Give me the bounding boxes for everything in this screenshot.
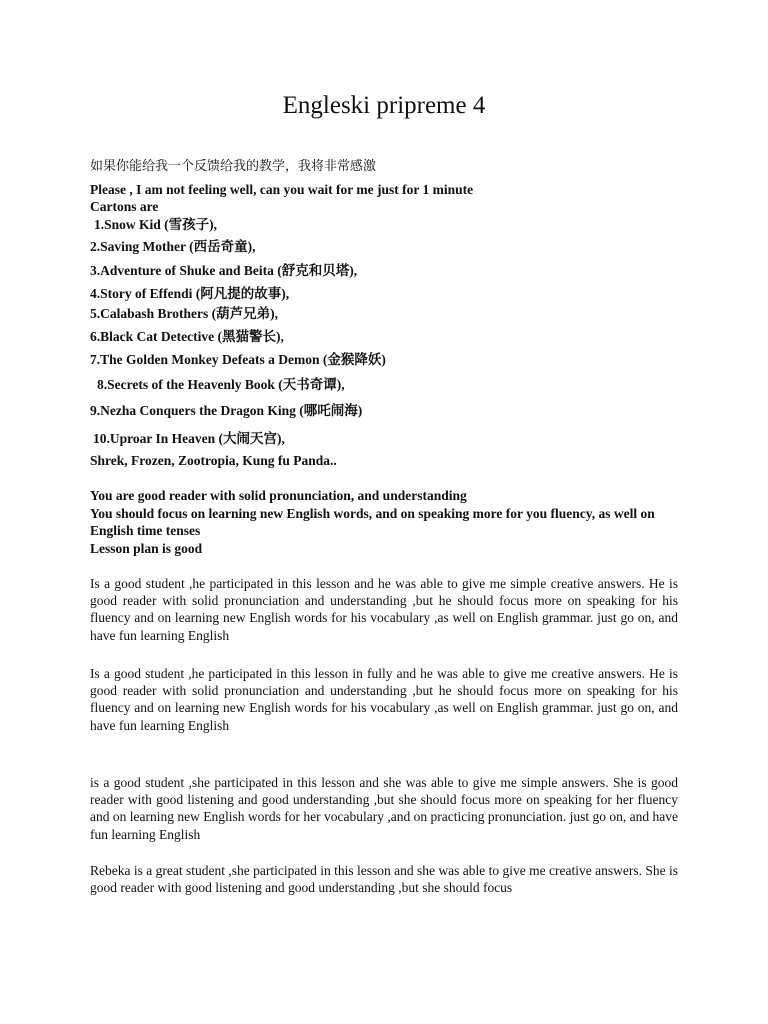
feedback-paragraph: Is a good student ,he participated in this lesson and he was able to give me simple creative answers. He is good reader with solid pronunciation and understanding ,but he should focus more on speaking for his fluency and on learning new English words for his vocabulary ,as well on English grammar. just go on, and have fun learning English: [90, 576, 678, 643]
summary-reading: You are good reader with solid pronunciation, and understanding: [90, 488, 467, 503]
cartoon-item: 1.Snow Kid (雪孩子),: [94, 217, 218, 232]
cartoon-item: 10.Uproar In Heaven (大闹天宫),: [93, 431, 285, 446]
feedback-paragraph: Is a good student ,he participated in this lesson in fully and he was able to give me creative answers. He is good reader with solid pronunciation and understanding ,but he should focus more on speaking for his fluency and on learning new English words for his vocabulary ,as well on English grammar. just go on, and have fun learning English: [90, 666, 678, 733]
cartoon-item: 9.Nezha Conquers the Dragon King (哪吒闹海): [90, 403, 363, 418]
cartoon-item: 5.Calabash Brothers (葫芦兄弟),: [90, 306, 279, 321]
feedback-paragraph: Rebeka is a great student ,she participated in this lesson and she was able to give me creative answers. She is good reader with good listening and good understanding ,but she should focus: [90, 863, 678, 896]
summary-lesson-plan: Lesson plan is good: [90, 540, 203, 556]
feedback-paragraph: is a good student ,she participated in this lesson and she was able to give me simple answers. She is good reader with good listening and good understanding ,but she should focus more on speaking for her fluency and on learning new English words for her vocabulary ,and on practicing pronunciation. just go on, and have fun learning English: [90, 775, 678, 842]
cartoon-item: 4.Story of Effendi (阿凡提的故事),: [90, 286, 290, 301]
cartoons-heading: Cartons are: [90, 199, 159, 214]
summary-focus: You should focus on learning new English words, and on speaking more for you fluency, as well on English time tenses: [90, 505, 655, 538]
other-cartoons-text: Shrek, Frozen, Zootropia, Kung fu Panda..: [90, 453, 337, 468]
cartoon-item: 8.Secrets of the Heavenly Book (天书奇谭),: [97, 377, 345, 392]
document-title: Engleski pripreme 4: [282, 92, 486, 119]
cartoon-item: 7.The Golden Monkey Defeats a Demon (金猴降妖): [90, 352, 386, 367]
feedback-request-text: 如果你能给我一个反馈给我的教学，我将非常感激: [90, 159, 377, 174]
cartoon-item: 6.Black Cat Detective (黑猫警长),: [90, 329, 284, 344]
cartoon-item: 3.Adventure of Shuke and Beita (舒克和贝塔),: [90, 263, 358, 278]
cartoon-item: 2.Saving Mother (西岳奇童),: [90, 239, 256, 254]
summary-block: [90, 487, 680, 557]
wait-request-text: Please , I am not feeling well, can you wait for me just for 1 minute: [90, 182, 474, 197]
